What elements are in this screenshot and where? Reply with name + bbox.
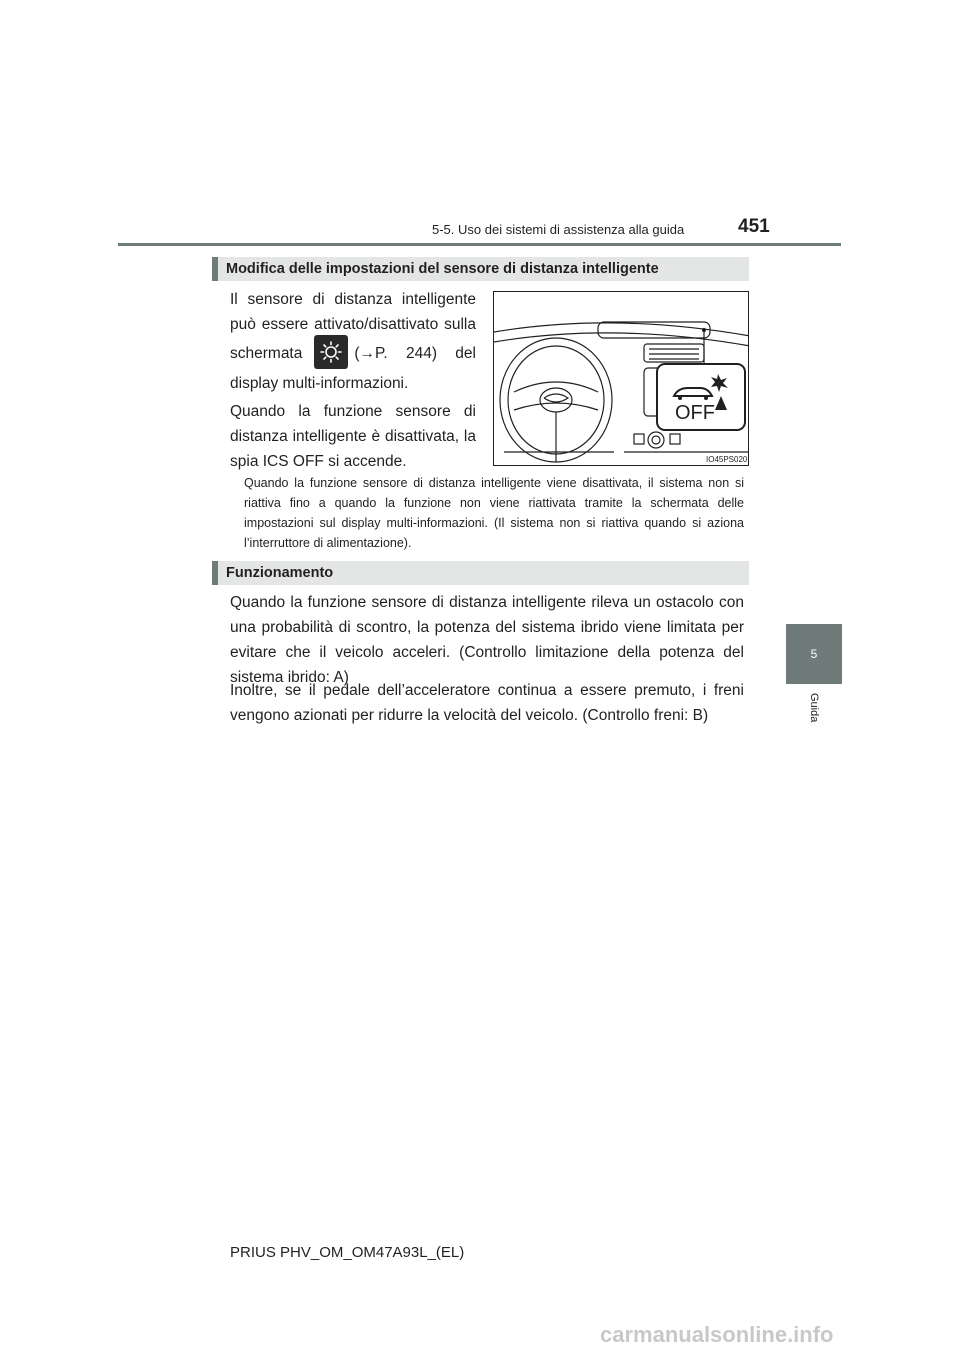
section-heading-settings-text: Modifica delle impostazioni del sensore di distanza intelligente: [226, 261, 659, 277]
footer-model-code: PRIUS PHV_OM_OM47A93L_(EL): [230, 1244, 465, 1261]
header-rule: [118, 243, 841, 246]
watermark: carmanualsonline.info: [600, 1322, 834, 1347]
settings-paragraph: [230, 287, 476, 396]
page-number: 451: [738, 216, 770, 237]
illustration-code: IO45PS020: [706, 455, 748, 464]
ics-off-paragraph: Quando la funzione sensore di distanza intelligente è disattivata, la spia ICS OFF si accende.: [230, 403, 476, 470]
settings-note: Quando la funzione sensore di distanza intelligente viene disattivata, il sistema non si riattiva fino a quando la funzione non viene riattivata tramite la schermata delle impostazioni sul display multi-informazioni. (Il sistema non si riattiva quando si aziona l’interruttore di alimentazione).: [244, 476, 744, 550]
settings-gear-icon: [314, 335, 348, 369]
chapter-number: 5: [810, 647, 818, 661]
dashboard-drawing: [494, 292, 749, 466]
chapter-tab: [786, 624, 842, 684]
dashboard-illustration: [493, 291, 749, 466]
section-heading-operation-text: Funzionamento: [226, 565, 334, 581]
section-heading-settings: [212, 257, 749, 281]
section-heading-operation: [212, 561, 749, 585]
operation-paragraph-1: Quando la funzione sensore di distanza intelligente rileva un ostacolo con una probabilità di scontro, la potenza del sistema ibrido viene limitata per evitare che il veicolo acceleri. (Controllo limitazione della potenza del sistema ibrido: A): [230, 594, 744, 686]
settings-paragraph-text-b: (→P. 244) del display multi-informazioni.: [230, 345, 476, 392]
ics-off-indicator-icon: [657, 364, 745, 430]
chapter-label: [786, 688, 842, 728]
operation-paragraph-2: Inoltre, se il pedale dell’acceleratore continua a essere premuto, i freni vengono azionati per ridurre la velocità del veicolo. (Controllo freni: B): [230, 682, 744, 724]
ics-off-indicator-text: OFF: [675, 402, 715, 424]
settings-paragraph-text-a: Il sensore di distanza intelligente può essere attivato/disattivato sulla schermata: [230, 291, 476, 363]
running-header-section: 5-5. Uso dei sistemi di assistenza alla guida: [432, 222, 685, 237]
chapter-label-text: Guida: [808, 693, 820, 723]
